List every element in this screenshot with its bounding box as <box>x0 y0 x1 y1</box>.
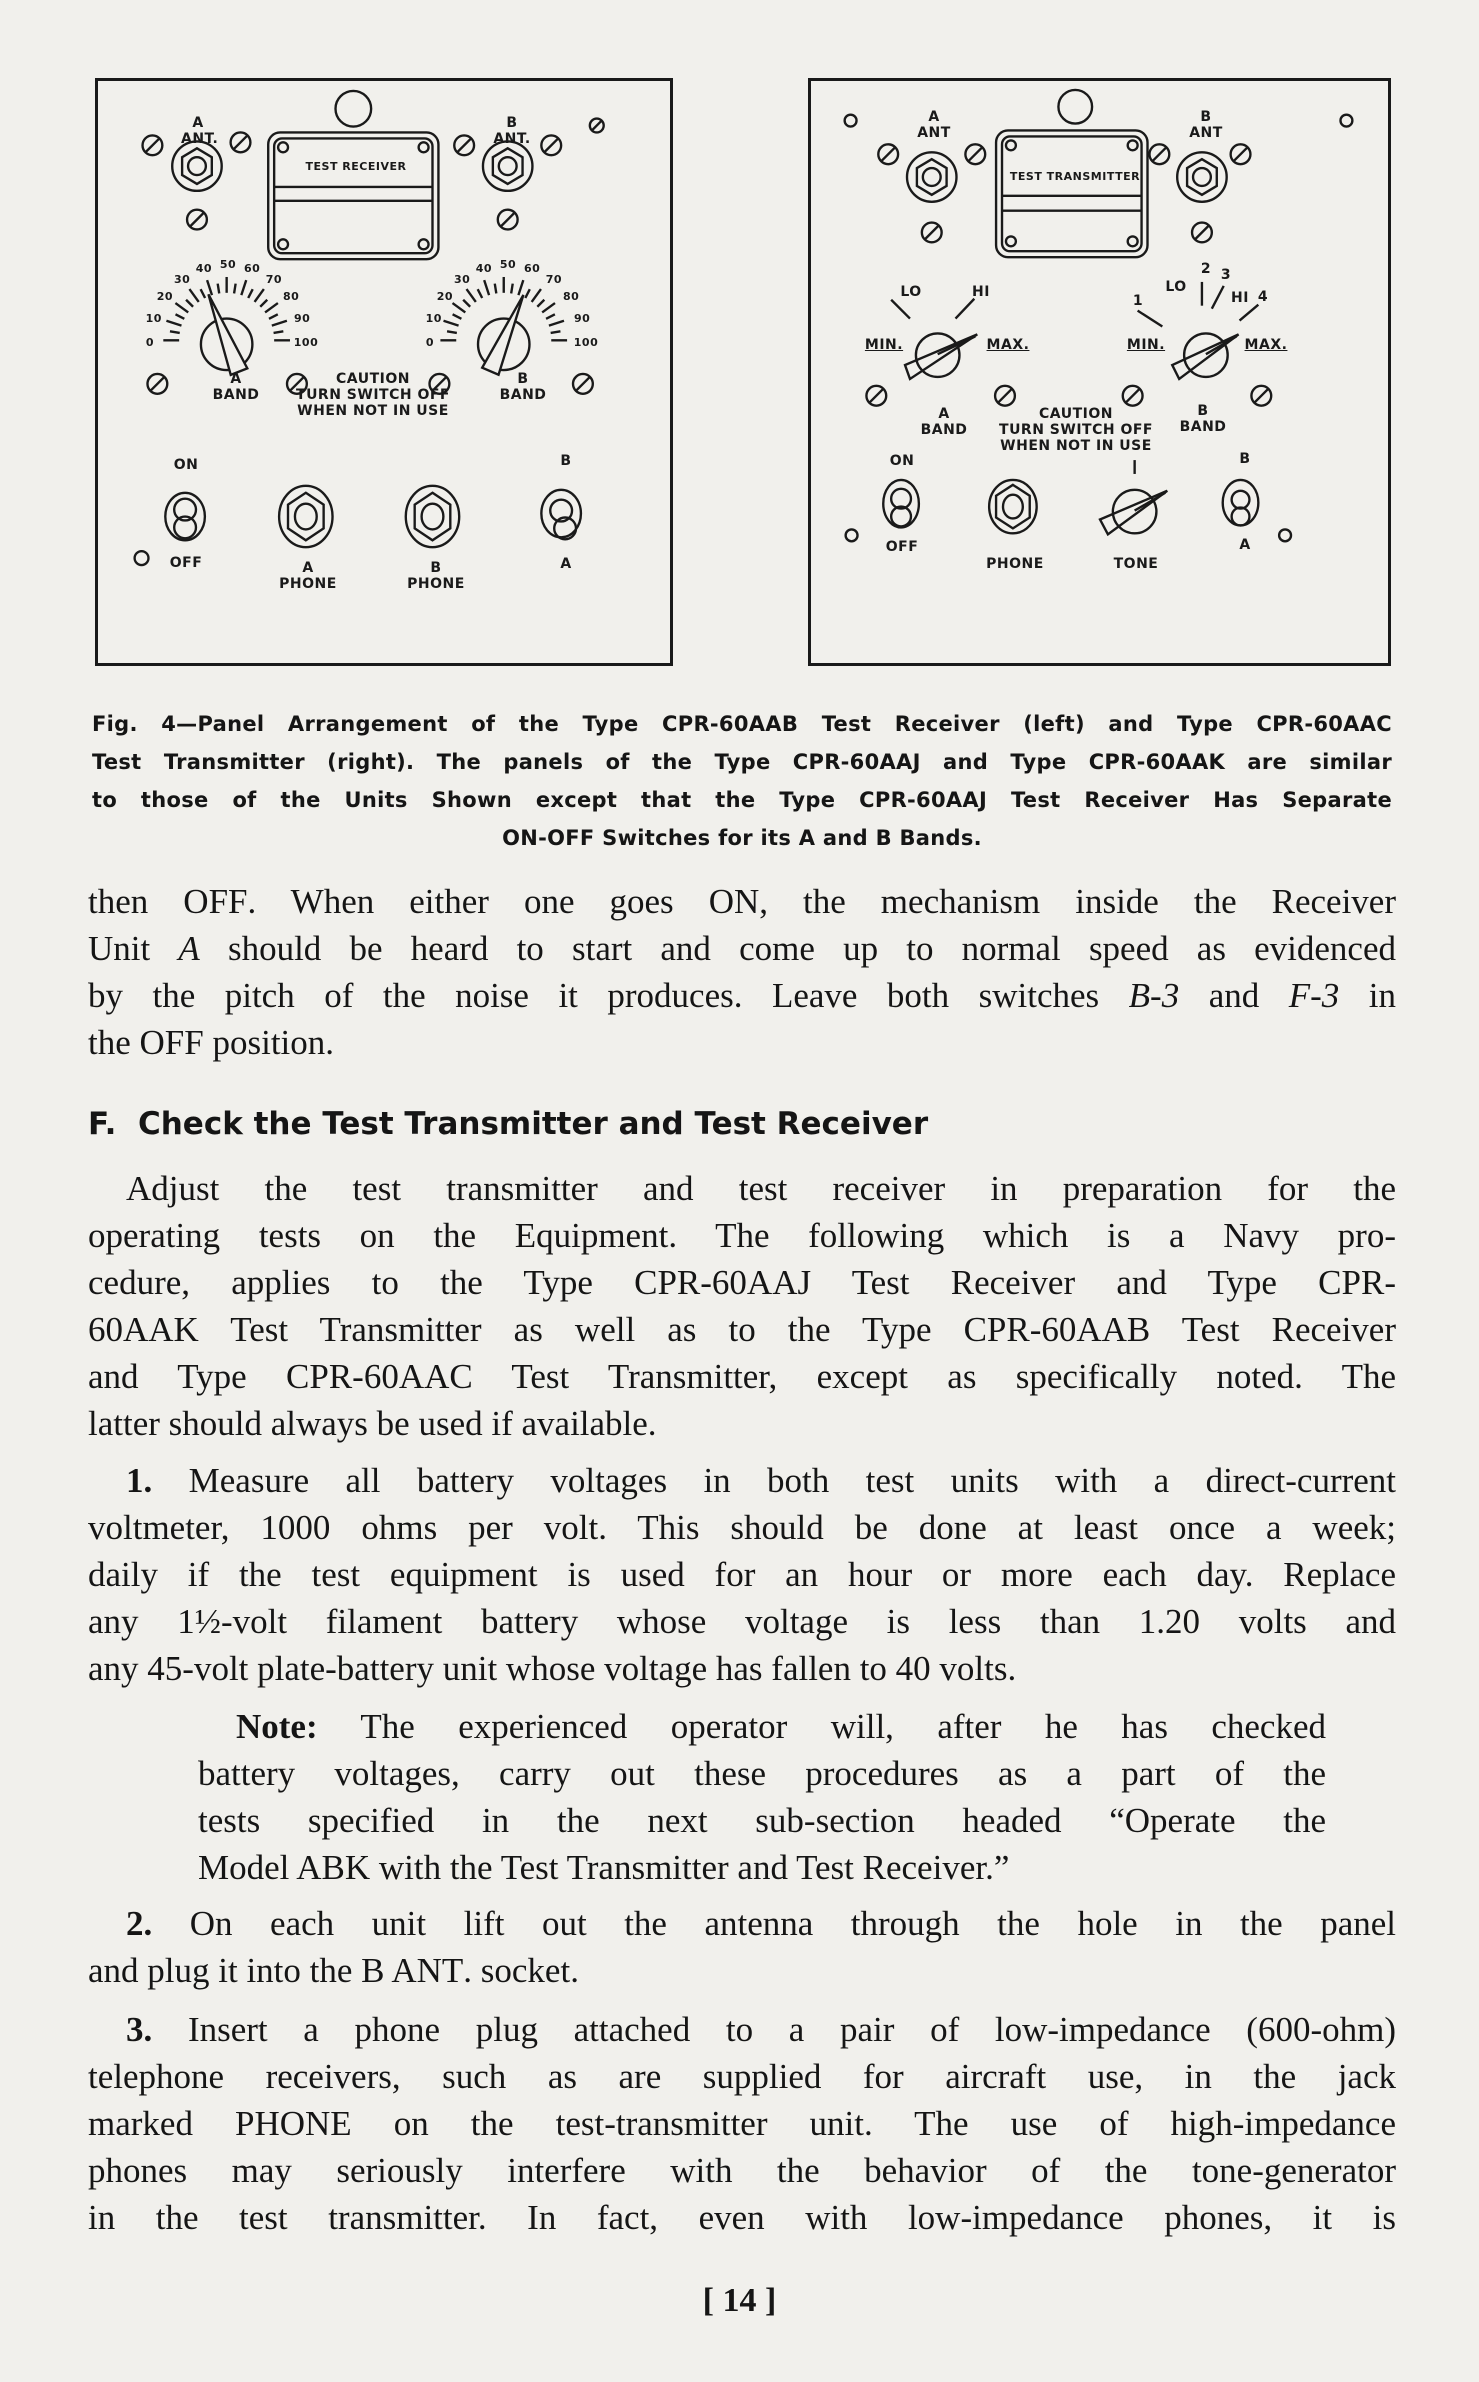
text-line: then OFF. When either one goes ON, the mechanism inside the Receiver <box>88 882 1396 921</box>
a-phone-jack-icon <box>279 486 332 547</box>
dial-tick <box>532 289 541 302</box>
section-heading: F. Check the Test Transmitter and Test Receiver <box>88 1106 929 1142</box>
dial-scale-label: 80 <box>562 290 580 304</box>
nameplate-label: TEST TRANSMITTER <box>1009 170 1141 183</box>
phone-jack-icon <box>989 480 1037 533</box>
dial-scale-label: 40 <box>195 261 213 275</box>
dial-scale-label: 10 <box>425 311 442 325</box>
text-line: by the pitch of the noise it produces. Leave both switches B-3 and F-3 in <box>88 976 1396 1015</box>
on-label: ON <box>173 457 199 473</box>
text-line: any 1½-volt filament battery whose voltage is less than 1.20 volts and <box>88 1602 1396 1641</box>
dial-tick <box>201 289 205 298</box>
dial-scale-label: 90 <box>294 311 311 325</box>
dial-tick <box>551 331 561 333</box>
small-hole-icon <box>135 551 149 565</box>
page-number: [ 14 ] <box>702 2282 777 2319</box>
small-hole-icon <box>845 115 857 127</box>
on-off-toggle-switch-icon <box>165 493 205 541</box>
b-position-2-label: 2 <box>1200 261 1212 277</box>
note-label: Note: <box>236 1707 318 1746</box>
dial-tick <box>542 303 555 312</box>
dial-scale-label: 100 <box>293 336 319 349</box>
text-line: latter should always be used if available. <box>88 1404 657 1443</box>
dial-scale-label: 10 <box>145 311 162 325</box>
phone-label: PHONE <box>986 556 1044 572</box>
b-band-label: B BAND <box>499 371 547 403</box>
selector-a-label: A <box>1239 537 1251 553</box>
text-line: and plug it into the B ANT. socket. <box>88 1951 579 1990</box>
a-phone-label: A PHONE <box>279 560 337 592</box>
test-transmitter-panel-drawing <box>811 81 1388 663</box>
a-band-dial-icon <box>163 277 290 375</box>
dial-tick <box>467 289 476 302</box>
nameplate-label: TEST RECEIVER <box>305 160 407 173</box>
dial-scale-label: 60 <box>523 261 541 275</box>
step-2-paragraph <box>88 1900 1396 1994</box>
a-hi-label: HI <box>972 284 990 300</box>
dial-tick <box>511 284 513 294</box>
off-label: OFF <box>885 539 919 555</box>
dial-tick <box>525 289 529 298</box>
dial-tick <box>495 284 497 294</box>
dial-tick <box>234 284 236 294</box>
text-line: in the test transmitter. In fact, even with low-impedance phones, it is <box>88 2198 1396 2237</box>
dial-tick <box>176 314 185 318</box>
dial-tick <box>265 303 278 312</box>
dial-tick <box>537 300 544 307</box>
figure-caption <box>92 705 1392 857</box>
step-number: 3. <box>126 2010 153 2049</box>
dial-tick <box>269 314 278 318</box>
continuation-paragraph <box>88 878 1396 1066</box>
dial-scale-label: 90 <box>574 311 591 325</box>
off-label: OFF <box>169 555 203 571</box>
text-line: Unit A should be heard to start and come up to normal speed as evidenced <box>88 929 1396 968</box>
text-line: 1. Measure all battery voltages in both test units with a direct-current <box>126 1461 1397 1500</box>
dial-scale-label: 70 <box>545 272 562 286</box>
selector-b-label: B <box>560 453 572 469</box>
section-intro-paragraph <box>88 1165 1396 1447</box>
text-line: 2. On each unit lift out the antenna through the hole in the panel <box>126 1904 1397 1943</box>
a-antenna-socket-icon <box>143 132 251 229</box>
b-hi-label: HI <box>1231 290 1249 306</box>
dial-tick <box>549 321 564 326</box>
a-band-label: A BAND <box>920 406 968 438</box>
a-band-label: A BAND <box>212 371 260 403</box>
dial-scale-label: 50 <box>499 258 517 271</box>
dial-tick <box>463 300 470 307</box>
dial-scale-label: 20 <box>156 290 174 304</box>
dial-tick <box>218 284 220 294</box>
text-line: 60AAK Test Transmitter as well as to the Type CPR-60AAB Test Receiver <box>88 1310 1396 1349</box>
caption-line: Test Transmitter (right). The panels of the Type CPR-60AAJ and Type CPR-60AAK are similar <box>92 750 1392 774</box>
step-1-paragraph <box>88 1457 1396 1692</box>
text-line: cedure, applies to the Type CPR-60AAJ Test Receiver and Type CPR- <box>88 1263 1396 1302</box>
dial-tick <box>175 303 188 312</box>
nameplate-frame <box>268 132 438 259</box>
dial-scale-label: 40 <box>475 261 493 275</box>
dial-scale-label: 80 <box>282 290 300 304</box>
text-line: any 45-volt plate-battery unit whose voltage has fallen to 40 volts. <box>88 1649 1017 1688</box>
a-ant-label: A ANT <box>917 109 951 141</box>
caution-label: CAUTION TURN SWITCH OFF WHEN NOT IN USE <box>999 406 1153 454</box>
a-lo-label: LO <box>900 284 922 300</box>
text-line: the OFF position. <box>88 1023 335 1062</box>
caption-line: to those of the Units Shown except that the Type CPR-60AAJ Test Receiver Has Separate <box>92 788 1392 812</box>
dial-tick <box>518 280 523 295</box>
dial-tick <box>241 280 246 295</box>
b-antenna-socket-icon <box>1149 144 1250 242</box>
caption-line: ON-OFF Switches for its A and B Bands. <box>502 826 982 850</box>
b-min-label: MIN. <box>1126 337 1166 353</box>
dial-tick <box>478 289 482 298</box>
b-phone-jack-icon <box>406 486 459 547</box>
dial-tick <box>447 331 457 333</box>
dial-scale-label: 20 <box>436 290 454 304</box>
tone-label: TONE <box>1113 556 1159 572</box>
dial-tick <box>274 331 284 333</box>
b-position-3-label: 3 <box>1220 267 1232 283</box>
nameplate-frame <box>996 130 1147 257</box>
dial-scale-label: 0 <box>145 336 155 349</box>
text-line: daily if the test equipment is used for an hour or more each day. Replace <box>88 1555 1396 1594</box>
text-line: telephone receivers, such as are supplied for aircraft use, in the jack <box>88 2057 1396 2096</box>
dial-tick <box>207 280 212 295</box>
text-line: tests specified in the next sub-section headed “Operate the <box>198 1801 1326 1840</box>
text-line: battery voltages, carry out these procedures as a part of the <box>198 1754 1326 1793</box>
dial-scale-label: 50 <box>219 258 237 271</box>
pilot-lamp-icon <box>336 91 372 127</box>
on-off-toggle-switch-icon <box>883 480 919 528</box>
a-max-label: MAX. <box>986 337 1030 353</box>
dial-tick <box>453 314 462 318</box>
text-line: and Type CPR-60AAC Test Transmitter, except as specifically noted. The <box>88 1357 1396 1396</box>
dial-tick <box>248 289 252 298</box>
test-transmitter-panel-diagram <box>808 78 1391 666</box>
small-hole-icon <box>1340 115 1352 127</box>
note-paragraph <box>198 1703 1326 1891</box>
a-antenna-socket-icon <box>878 144 985 242</box>
b-max-label: MAX. <box>1244 337 1288 353</box>
selector-b-label: B <box>1239 451 1251 467</box>
dial-scale-label: 30 <box>453 272 471 286</box>
text-line: 3. Insert a phone plug attached to a pair of low-impedance (600-ohm) <box>126 2010 1397 2049</box>
dial-pointer <box>482 295 523 375</box>
a-min-label: MIN. <box>864 337 904 353</box>
band-selector-toggle-icon <box>541 490 581 539</box>
dial-tick <box>546 314 555 318</box>
dial-tick <box>186 300 193 307</box>
b-phone-label: B PHONE <box>407 560 465 592</box>
pilot-lamp-icon <box>1058 90 1092 124</box>
dial-tick <box>260 300 267 307</box>
text-line: Adjust the test transmitter and test receiver in preparation for the <box>126 1169 1396 1208</box>
a-ant-label: A ANT. <box>181 115 219 147</box>
text-line: Model ABK with the Test Transmitter and Test Receiver.” <box>198 1848 1010 1887</box>
b-ant-label: B ANT <box>1189 109 1223 141</box>
dial-scale-label: 0 <box>425 336 435 349</box>
dial-scale-label: 30 <box>173 272 191 286</box>
text-line: operating tests on the Equipment. The following which is a Navy pro- <box>88 1216 1396 1255</box>
b-band-label: B BAND <box>1179 403 1227 435</box>
dial-scale-label: 60 <box>243 261 261 275</box>
caution-label: CAUTION TURN SWITCH OFF WHEN NOT IN USE <box>296 371 450 419</box>
dial-tick <box>189 289 198 302</box>
b-position-4-label: 4 <box>1257 289 1269 305</box>
b-position-1-label: 1 <box>1132 293 1144 309</box>
caption-line: Fig. 4—Panel Arrangement of the Type CPR-60AAB Test Receiver (left) and Type CPR-60AAC <box>92 712 1392 736</box>
on-label: ON <box>889 453 915 469</box>
dial-tick <box>272 321 287 326</box>
step-3-paragraph <box>88 2006 1396 2241</box>
dial-pointer <box>208 294 247 375</box>
dial-tick <box>453 303 466 312</box>
dial-scale-label: 100 <box>573 336 599 349</box>
text-line: voltmeter, 1000 ohms per volt. This should be done at least once a week; <box>88 1508 1396 1547</box>
dial-tick <box>170 331 180 333</box>
text-line: marked PHONE on the test-transmitter unit. The use of high-impedance <box>88 2104 1396 2143</box>
small-hole-icon <box>1279 529 1291 541</box>
dial-scale-label: 70 <box>265 272 282 286</box>
b-ant-label: B ANT. <box>493 115 531 147</box>
text-line: phones may seriously interfere with the behavior of the tone-generator <box>88 2151 1396 2190</box>
test-receiver-panel-diagram <box>95 78 673 666</box>
step-number: 1. <box>126 1461 153 1500</box>
dial-tick <box>255 289 264 302</box>
selector-a-label: A <box>560 556 572 572</box>
b-lo-label: LO <box>1165 279 1187 295</box>
dial-tick <box>484 280 489 295</box>
band-selector-toggle-icon <box>1223 480 1259 526</box>
step-number: 2. <box>126 1904 153 1943</box>
text-line: Note: The experienced operator will, after he has checked <box>236 1707 1326 1746</box>
tone-knob-icon <box>1100 460 1167 534</box>
small-hole-icon <box>846 529 858 541</box>
